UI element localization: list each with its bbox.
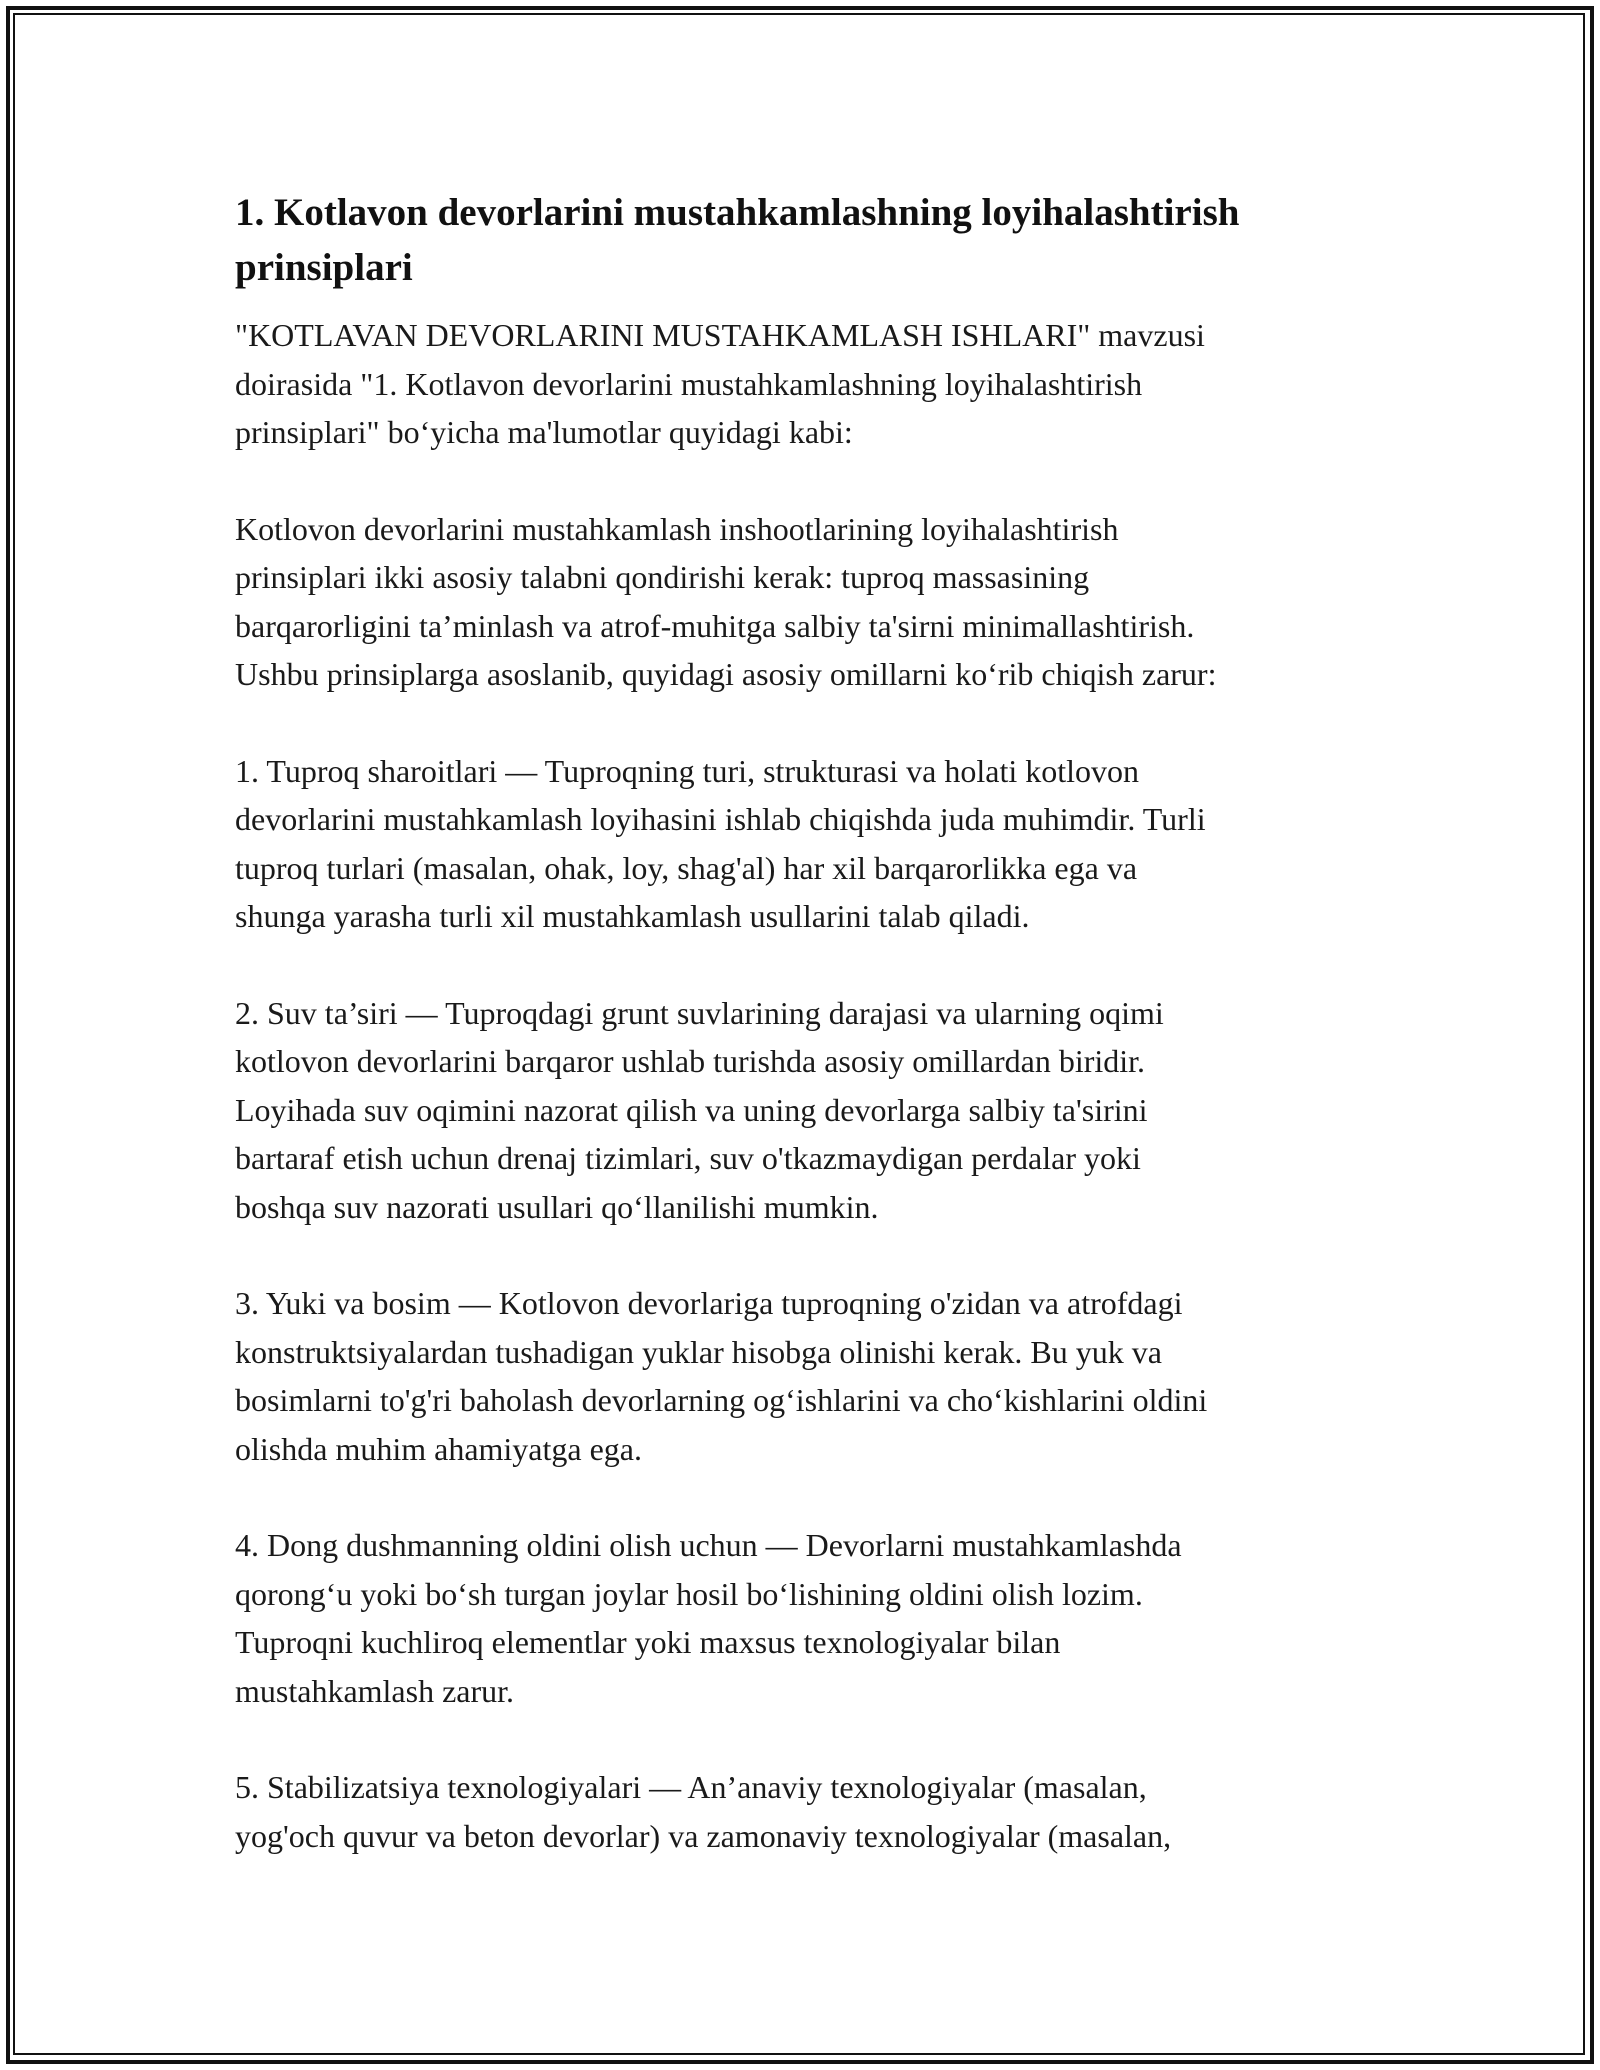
text-line: devorlarini mustahkamlash loyihasini ishlab chiqishda juda muhimdir. Turli: [235, 801, 1206, 837]
text-line: 2. Suv ta’siri — Tuproqdagi grunt suvlarining darajasi va ularning oqimi: [235, 994, 1164, 1031]
text-line: tuproq turlari (masalan, ohak, loy, shag'al) har xil barqarorlikka ega va: [235, 849, 1138, 886]
text-line: mustahkamlash zarur.: [235, 1672, 515, 1709]
item-voids-prevention: [235, 1521, 1370, 1715]
text-line: konstruktsiyalardan tushadigan yuklar hisobga olinishi kerak. Bu yuk va: [235, 1333, 1162, 1370]
text-line: yog'och quvur va beton devorlar) va zamonaviy texnologiyalar (masalan,: [235, 1817, 1172, 1854]
text-line: doirasida "1. Kotlavon devorlarini mustahkamlashning loyihalashtirish: [235, 365, 1143, 402]
text-line: 5. Stabilizatsiya texnologiyalari — An’anaviy texnologiyalar (masalan,: [235, 1769, 1147, 1805]
text-line: bosimlarni to'g'ri baholash devorlarning og‘ishlarini va cho‘kishlarini oldini: [235, 1382, 1208, 1418]
text-line: 1. Tuproq sharoitlari — Tuproqning turi, strukturasi va holati kotlovon: [235, 752, 1140, 789]
principles-paragraph: [235, 505, 1370, 699]
text-line: Kotlovon devorlarini mustahkamlash inshootlarining loyihalashtirish: [235, 510, 1119, 547]
document-body: [235, 185, 1370, 1860]
text-line: olishda muhim ahamiyatga ega.: [235, 1430, 642, 1467]
item-water-effect: [235, 989, 1370, 1232]
title-line: 1. Kotlavon devorlarini mustahkamlashning loyihalashtirish: [235, 191, 1240, 234]
item-stabilization-tech: [235, 1763, 1370, 1860]
intro-paragraph: [235, 311, 1370, 457]
title-line: prinsiplari: [235, 246, 413, 289]
text-line: kotlovon devorlarini barqaror ushlab turishda asosiy omillardan biridir.: [235, 1043, 1146, 1079]
text-line: Loyihada suv oqimini nazorat qilish va uning devorlarga salbiy ta'sirini: [235, 1091, 1148, 1128]
text-line: boshqa suv nazorati usullari qo‘llanilishi mumkin.: [235, 1188, 879, 1225]
text-line: barqarorligini ta’minlash va atrof-muhitga salbiy ta'sirni minimallashtirish.: [235, 607, 1195, 644]
text-line: Ushbu prinsiplarga asoslanib, quyidagi asosiy omillarni ko‘rib chiqish zarur:: [235, 656, 1217, 692]
text-line: 4. Dong dushmanning oldini olish uchun — Devorlarni mustahkamlashda: [235, 1527, 1182, 1563]
document-title: [235, 185, 1370, 295]
text-line: prinsiplari" bo‘yicha ma'lumotlar quyidagi kabi:: [235, 414, 853, 450]
text-line: prinsiplari ikki asosiy talabni qondirishi kerak: tuproq massasining: [235, 559, 1090, 595]
text-line: 3. Yuki va bosim — Kotlovon devorlariga tuproqning o'zidan va atrofdagi: [235, 1285, 1183, 1321]
text-line: shunga yarasha turli xil mustahkamlash usullarini talab qiladi.: [235, 898, 1030, 934]
item-soil-conditions: [235, 747, 1370, 941]
text-line: qorong‘u yoki bo‘sh turgan joylar hosil bo‘lishining oldini olish lozim.: [235, 1575, 1143, 1612]
text-line: Tuproqni kuchliroq elementlar yoki maxsus texnologiyalar bilan: [235, 1624, 1061, 1660]
text-line: "KOTLAVAN DEVORLARINI MUSTAHKAMLASH ISHLARI" mavzusi: [235, 317, 1205, 353]
item-load-pressure: [235, 1279, 1370, 1473]
text-line: bartaraf etish uchun drenaj tizimlari, suv o'tkazmaydigan perdalar yoki: [235, 1140, 1141, 1176]
